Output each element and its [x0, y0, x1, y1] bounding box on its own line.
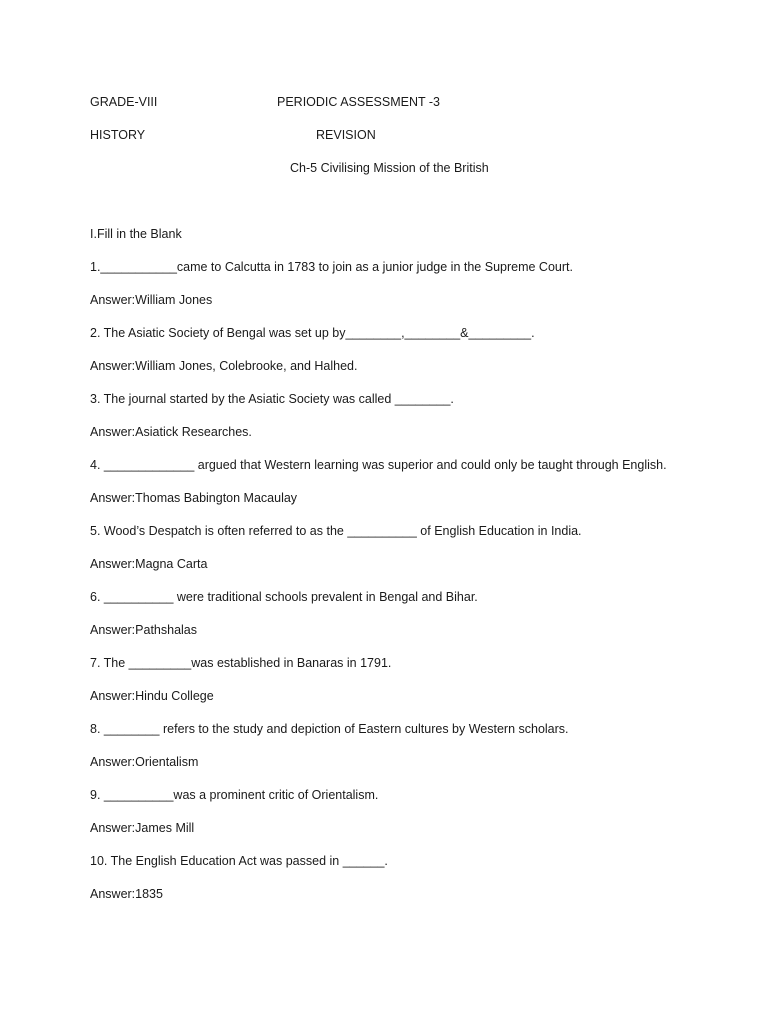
question-text: 8. ________ refers to the study and depiction of Eastern cultures by Western scholars.	[90, 722, 569, 736]
answer-text: Answer:Asiatick Researches.	[90, 425, 252, 439]
answer-text: Answer:Orientalism	[90, 755, 199, 769]
question-text: 3. The journal started by the Asiatic Society was called ________.	[90, 392, 454, 406]
question-text: 7. The _________was established in Banaras in 1791.	[90, 656, 392, 670]
subject-label: HISTORY	[90, 128, 146, 142]
answer-text: Answer:Magna Carta	[90, 557, 208, 571]
answer-text: Answer:James Mill	[90, 821, 195, 835]
answer-text: Answer:William Jones	[90, 293, 213, 307]
answer-text: Answer:Pathshalas	[90, 623, 198, 637]
question-text: 5. Wood’s Despatch is often referred to as the __________ of English Education in India.	[90, 524, 582, 538]
answer-text: Answer:1835	[90, 887, 163, 901]
revision-label: REVISION	[316, 128, 376, 142]
question-text: 2. The Asiatic Society of Bengal was set up by________,________&_________.	[90, 326, 535, 340]
grade-label: GRADE-VIII	[90, 95, 158, 109]
chapter-title: Ch-5 Civilising Mission of the British	[290, 161, 489, 175]
answer-text: Answer:Hindu College	[90, 689, 214, 703]
question-text: 10. The English Education Act was passed in ______.	[90, 854, 388, 868]
question-text: 4. _____________ argued that Western learning was superior and could only be taught through English.	[90, 458, 667, 472]
question-text: 6. __________ were traditional schools prevalent in Bengal and Bihar.	[90, 590, 478, 604]
question-text: 9. __________was a prominent critic of Orientalism.	[90, 788, 379, 802]
question-text: 1.___________came to Calcutta in 1783 to join as a junior judge in the Supreme Court.	[90, 260, 573, 274]
section-title: I.Fill in the Blank	[90, 227, 182, 241]
assessment-title: PERIODIC ASSESSMENT -3	[277, 95, 441, 109]
answer-text: Answer:Thomas Babington Macaulay	[90, 491, 298, 505]
question-list	[90, 261, 750, 921]
answer-text: Answer:William Jones, Colebrooke, and Halhed.	[90, 359, 358, 373]
